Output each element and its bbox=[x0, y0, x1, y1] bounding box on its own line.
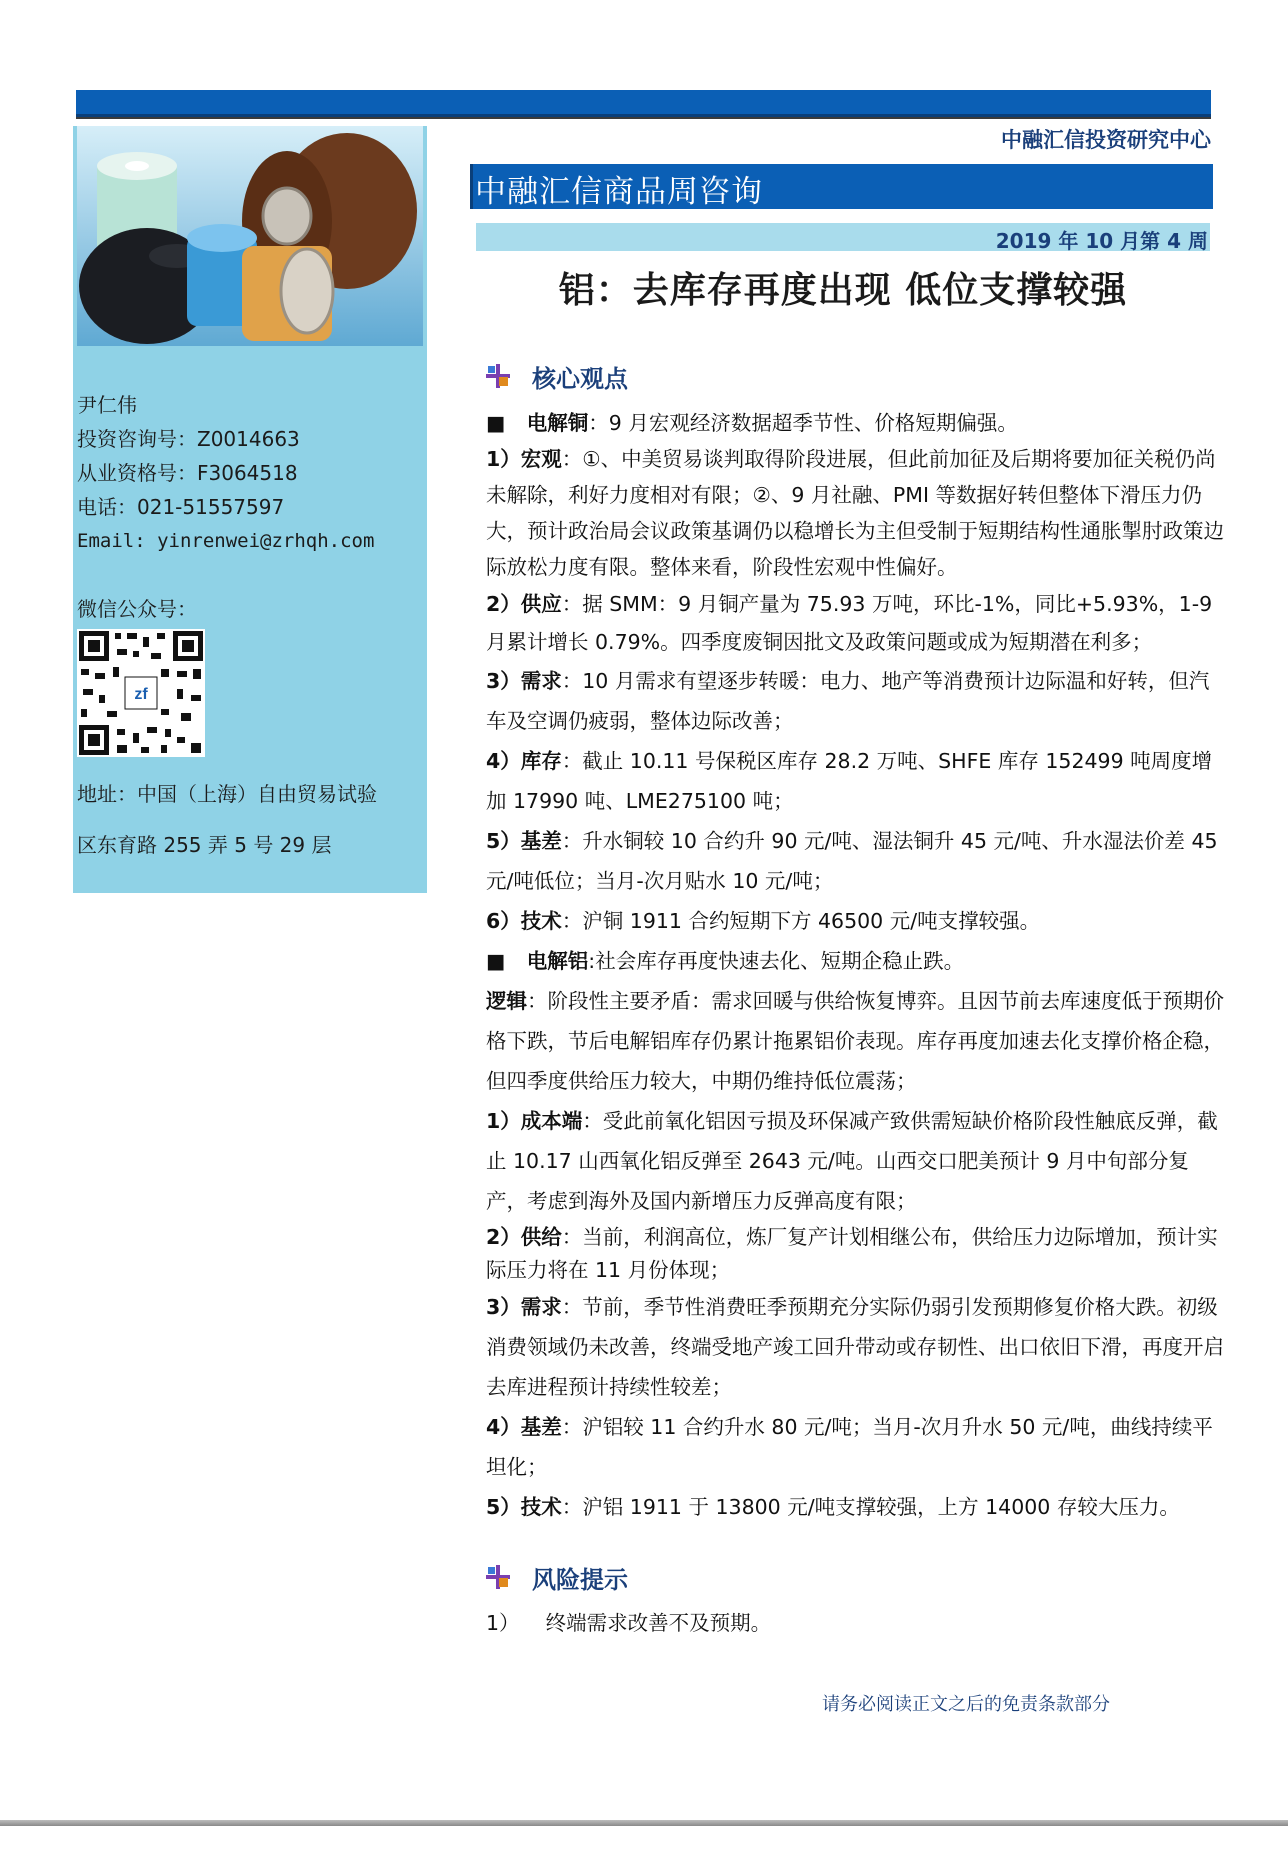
aluminum-heading: ■ 电解铝:社会库存再度快速去化、短期企稳止跌。 bbox=[486, 949, 965, 973]
date-bar bbox=[476, 223, 1210, 251]
risk-item-number: 1） bbox=[486, 1611, 520, 1635]
email-address: Email: yinrenwei@zrhqh.com bbox=[77, 530, 375, 552]
wechat-label: 微信公众号： bbox=[77, 597, 197, 621]
aluminum-supply: 2）供给：当前，利润高位，炼厂复产计划相继公布，供给压力边际增加，预计实际压力将在 11 月份体现； bbox=[486, 1225, 1218, 1282]
top-divider bbox=[76, 117, 1211, 119]
core-view-heading: 核心观点 bbox=[486, 359, 628, 393]
aluminum-logic: 逻辑：阶段性主要矛盾：需求回暖与供给恢复博弈。且因节前去库速度低于预期价格下跌，节后电解铝库存仍累计拖累铝价表现。库存再度加速去化支撑价格企稳，但四季度供给压力较大，中期仍维持低位震荡； bbox=[486, 989, 1224, 1093]
copper-technical: 6）技术：沪铜 1911 合约短期下方 46500 元/吨支撑较强。 bbox=[486, 909, 1041, 933]
qualification-number: 从业资格号：F3064518 bbox=[77, 461, 298, 485]
issue-date: 2019 年 10 月第 4 周 bbox=[995, 229, 1208, 253]
copper-macro: 1）宏观：①、中美贸易谈判取得阶段进展，但此前加征及后期将要加征关税仍尚未解除，利好力度相对有限；②、9 月社融、PMI 等数据好转但整体下滑压力仍大，预计政治局会议政策基调仍以稳增长为主但受制于短期结构性通胀掣肘政策边际放松力度有限。整体来看，阶段性宏观中性偏好。 bbox=[486, 447, 1224, 579]
address-line-2: 区东育路 255 弄 5 号 29 层 bbox=[77, 833, 332, 857]
consult-number: 投资咨询号：Z0014663 bbox=[77, 427, 300, 451]
section-marker-icon bbox=[486, 1565, 510, 1589]
address-line-1: 地址：中国（上海）自由贸易试验 bbox=[77, 782, 377, 806]
wechat-qr-code bbox=[77, 629, 205, 757]
copper-demand: 3）需求：10 月需求有望逐步转暖：电力、地产等消费预计边际温和好转，但汽车及空调仍疲弱，整体边际改善； bbox=[486, 669, 1210, 733]
core-view-content bbox=[486, 405, 1224, 1527]
analyst-name: 尹仁伟 bbox=[77, 393, 137, 417]
copper-basis: 5）基差：升水铜较 10 合约升 90 元/吨、湿法铜升 45 元/吨、升水湿法价差 45 元/吨低位；当月-次月贴水 10 元/吨； bbox=[486, 829, 1218, 893]
aluminum-basis: 4）基差：沪铝较 11 合约升水 80 元/吨；当月-次月升水 50 元/吨，曲线持续平坦化； bbox=[486, 1415, 1213, 1479]
bottom-divider bbox=[0, 1820, 1288, 1826]
risk-heading: 风险提示 bbox=[486, 1560, 628, 1594]
brand-title: 中融汇信商品周咨询 bbox=[475, 174, 763, 210]
section-marker-icon bbox=[486, 364, 510, 388]
brand-title-bar bbox=[470, 164, 1213, 209]
yarn-spools-photo bbox=[77, 126, 423, 346]
risk-item bbox=[486, 1606, 771, 1636]
top-banner-bar bbox=[76, 90, 1211, 117]
aluminum-demand: 3）需求：节前，季节性消费旺季预期充分实际仍弱引发预期修复价格大跌。初级消费领域仍未改善，终端受地产竣工回升带动或存韧性、出口依旧下滑，再度开启去库进程预计持续性较差； bbox=[486, 1295, 1224, 1399]
copper-supply: 2）供应：据 SMM：9 月铜产量为 75.93 万吨，环比-1%，同比+5.93%，1-9 月累计增长 0.79%。四季度废铜因批文及政策问题或成为短期潜在利多； bbox=[486, 592, 1213, 654]
research-center-name: 中融汇信投资研究中心 bbox=[1001, 128, 1211, 152]
disclaimer-note: 请务必阅读正文之后的免责条款部分 bbox=[822, 1694, 1110, 1715]
phone-number: 电话：021-51557597 bbox=[77, 495, 285, 519]
svg-text:zf: zf bbox=[134, 686, 148, 703]
copper-heading: ■ 电解铜：9 月宏观经济数据超季节性、价格短期偏强。 bbox=[486, 411, 1018, 435]
copper-inventory: 4）库存：截止 10.11 号保税区库存 28.2 万吨、SHFE 库存 152499 吨周度增加 17990 吨、LME275100 吨； bbox=[486, 749, 1213, 813]
aluminum-cost: 1）成本端：受此前氧化铝因亏损及环保减产致供需短缺价格阶段性触底反弹，截止 10.17 山西氧化铝反弹至 2643 元/吨。山西交口肥美预计 9 月中旬部分复产，考虑到海外及国内新增压力反弹高度有限； bbox=[486, 1109, 1218, 1213]
risk-item-text: 终端需求改善不及预期。 bbox=[545, 1611, 772, 1635]
report-title: 铝：去库存再度出现 低位支撑较强 bbox=[558, 270, 1128, 311]
aluminum-technical: 5）技术：沪铝 1911 于 13800 元/吨支撑较强，上方 14000 存较大压力。 bbox=[486, 1495, 1180, 1519]
